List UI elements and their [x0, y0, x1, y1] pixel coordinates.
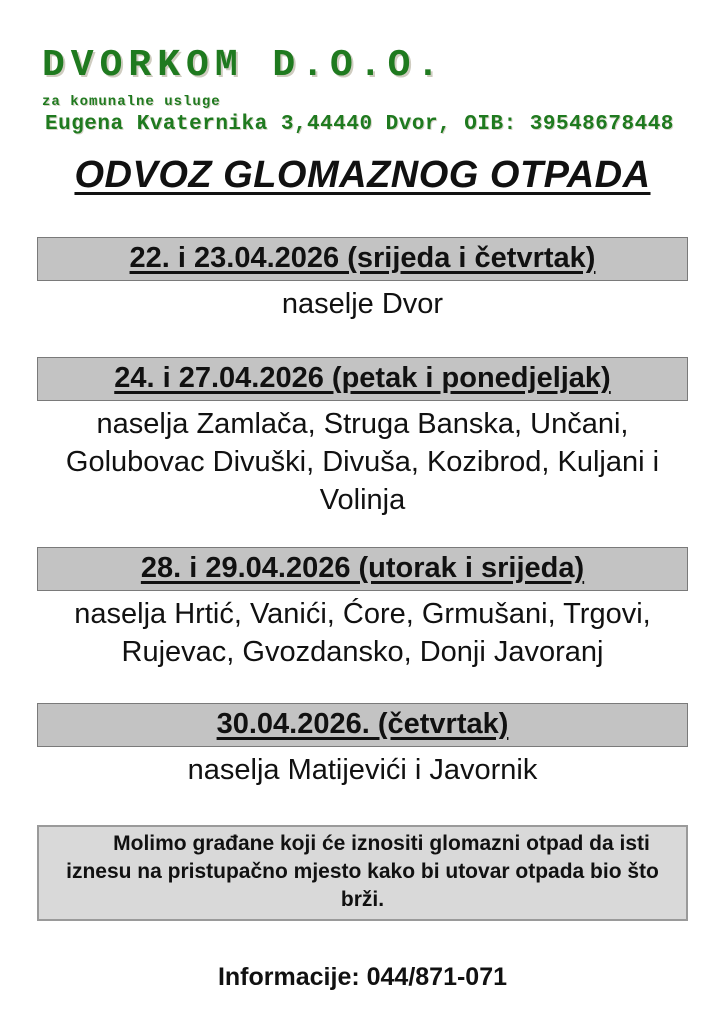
date-banner-4 — [37, 703, 688, 747]
schedule-entry-4 — [37, 703, 688, 789]
settlements-text: naselja Zamlača, Struga Banska, Unčani, Golubovac Divuški, Divuša, Kozibrod, Kuljani i Volinja — [65, 407, 660, 516]
date-banner-2 — [37, 357, 688, 401]
note-box — [37, 825, 688, 921]
settlements-text: naselja Matijevići i Javornik — [187, 753, 538, 786]
date-heading: 24. i 27.04.2026 (petak i ponedjeljak) — [114, 361, 611, 394]
settlements-text: naselje Dvor — [281, 287, 444, 320]
contact-info: Informacije: 044/871-071 — [217, 962, 508, 991]
settlements-text: naselja Hrtić, Vanići, Ćore, Grmušani, Trgovi, Rujevac, Gvozdansko, Donji Javoranj — [74, 597, 651, 668]
page-title: ODVOZ GLOMAZNOG OTPADA — [74, 153, 651, 196]
schedule-entry-2 — [37, 357, 688, 519]
schedule-entry-1 — [37, 237, 688, 323]
company-address: Eugena Kvaternika 3,44440 Dvor, OIB: 39548678448 — [45, 112, 674, 136]
date-banner-3 — [37, 547, 688, 591]
company-name: DVORKOM D.O.O. — [42, 44, 446, 87]
letterhead — [37, 46, 688, 136]
note-text: Molimo građane koji će iznositi glomazni otpad da isti iznesu na pristupačno mjesto kako bi utovar otpada bio što brži. — [66, 831, 659, 911]
schedule-entry-3 — [37, 547, 688, 671]
date-heading: 22. i 23.04.2026 (srijeda i četvrtak) — [129, 241, 596, 274]
date-heading: 30.04.2026. (četvrtak) — [216, 707, 509, 740]
date-heading: 28. i 29.04.2026 (utorak i srijeda) — [140, 551, 585, 584]
company-subtitle: za komunalne usluge — [42, 93, 221, 110]
date-banner-1 — [37, 237, 688, 281]
